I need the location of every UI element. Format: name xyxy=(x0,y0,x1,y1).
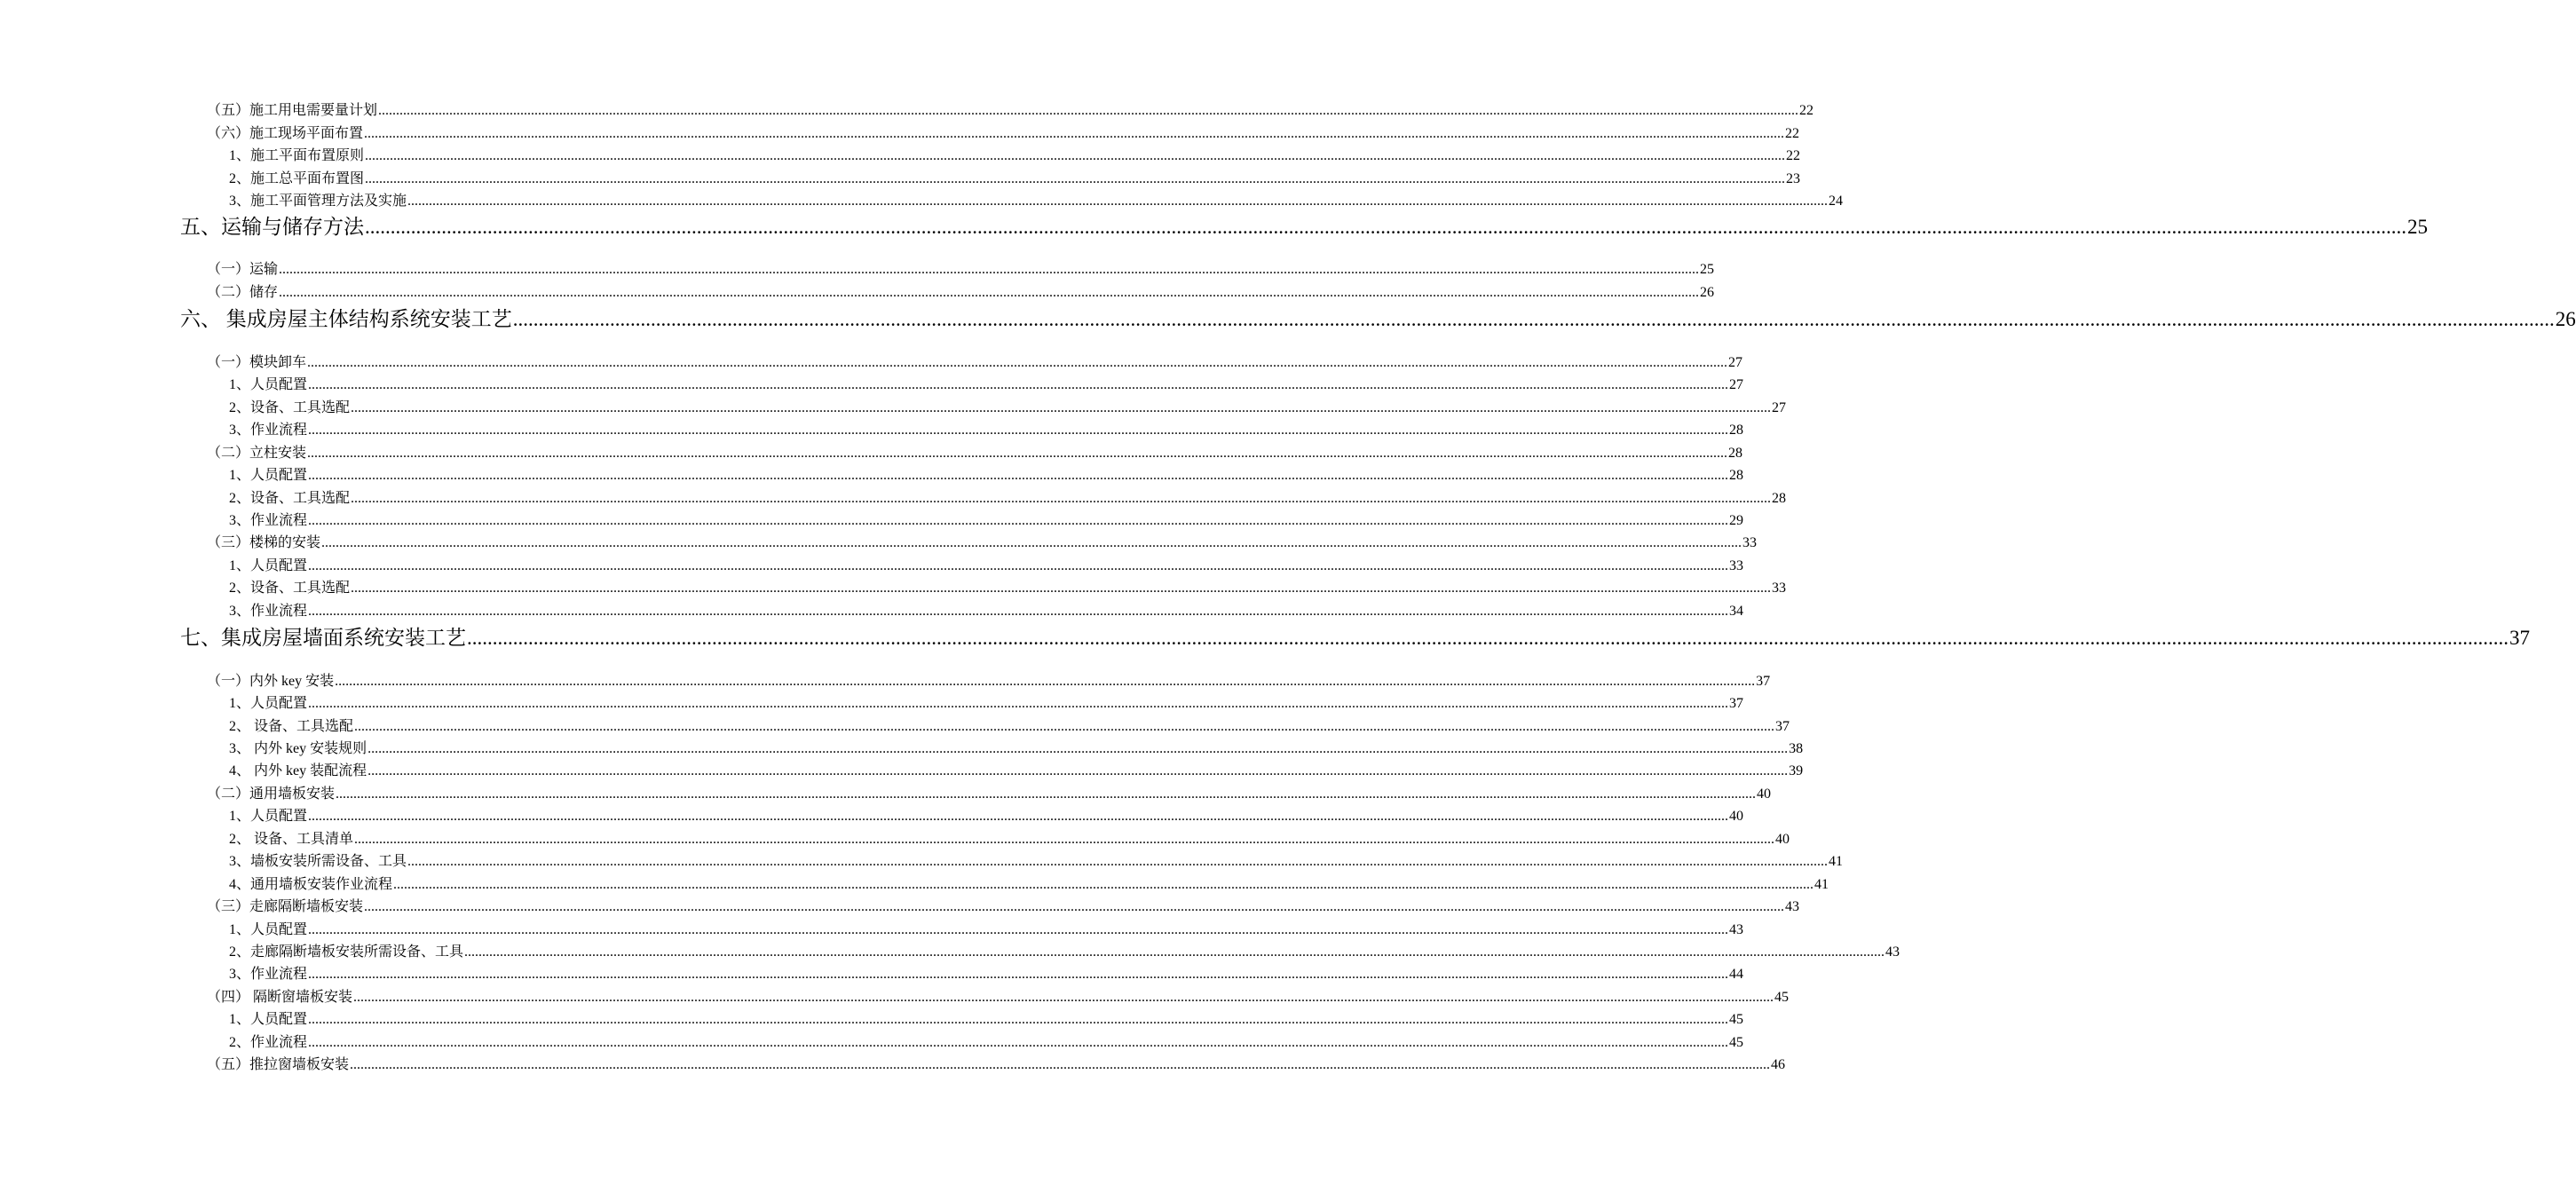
toc-entry-title: 3、作业流程 xyxy=(229,967,308,982)
dot-leader: ................................................................................................................................................................................................................................................................................................................................................................................................................ xyxy=(350,1057,1771,1072)
toc-entry-page-number: 43 xyxy=(1885,944,1900,960)
toc-entry-page-number: 40 xyxy=(1757,786,1772,802)
toc-subsection-entry[interactable] xyxy=(229,146,1801,166)
toc-chapter-entry[interactable] xyxy=(180,213,2428,241)
toc-section-entry[interactable] xyxy=(207,260,1715,280)
toc-entry-page-number: 22 xyxy=(1786,148,1801,163)
toc-entry-page-number: 28 xyxy=(1729,468,1744,483)
dot-leader: ................................................................................................................................................................................................................................................................................................................................................................................................................ xyxy=(351,400,1772,415)
toc-subsection-entry[interactable] xyxy=(229,170,1801,189)
toc-subsection-entry[interactable] xyxy=(229,1010,1744,1030)
toc-entry-page-number: 34 xyxy=(1729,604,1744,619)
toc-subsection-entry[interactable] xyxy=(229,920,1744,940)
toc-subsection-entry[interactable] xyxy=(229,875,1829,895)
toc-entry-page-number: 27 xyxy=(1729,377,1744,392)
toc-subsection-entry[interactable] xyxy=(229,852,1844,872)
dot-leader: ................................................................................................................................................................................................................................................................................................................................................................................................................ xyxy=(308,967,1729,982)
toc-entry-page-number: 40 xyxy=(1729,809,1744,824)
dot-leader: ................................................................................................................................................................................................................................................................................................................................................................................................................ xyxy=(353,990,1774,1005)
toc-entry-title: （六）施工现场平面布置 xyxy=(207,126,364,141)
toc-subsection-entry[interactable] xyxy=(229,762,1804,781)
dot-leader: ................................................................................................................................................................................................................................................................................................................................................................................................................ xyxy=(279,285,1700,300)
toc-subsection-entry[interactable] xyxy=(229,557,1744,576)
toc-entry-title: 3、墙板安装所需设备、工具 xyxy=(229,854,407,869)
toc-subsection-entry[interactable] xyxy=(229,192,1844,211)
dot-leader: ................................................................................................................................................................................................................................................................................................................................................................................................................ xyxy=(308,468,1729,483)
toc-section-entry[interactable] xyxy=(207,533,1758,553)
toc-entry-page-number: 24 xyxy=(1829,194,1844,209)
dot-leader: ................................................................................................................................................................................................................................................................................................................................................................................................................ xyxy=(308,696,1729,711)
toc-entry-page-number: 45 xyxy=(1729,1035,1744,1050)
toc-entry-page-number: 33 xyxy=(1729,558,1744,573)
toc-section-entry[interactable] xyxy=(207,444,1743,463)
toc-entry-title: 3、 内外 key 安装规则 xyxy=(229,741,367,756)
dot-leader: ................................................................................................................................................................................................................................................................................................................................................................................................................ xyxy=(378,103,1799,118)
toc-entry-page-number: 37 xyxy=(2509,627,2530,649)
toc-entry-page-number: 25 xyxy=(1700,262,1715,277)
toc-entry-title: 2、设备、工具选配 xyxy=(229,581,351,596)
dot-leader: ................................................................................................................................................................................................................................................................................................................................................................................................................ xyxy=(279,262,1700,277)
dot-leader: ................................................................................................................................................................................................................................................................................................................................................................................................................ xyxy=(354,719,1775,734)
dot-leader: ................................................................................................................................................................................................................................................................................................................................................................................................................ xyxy=(308,423,1729,438)
toc-subsection-entry[interactable] xyxy=(229,830,1790,849)
toc-entry-title: 1、人员配置 xyxy=(229,922,308,937)
toc-entry-page-number: 43 xyxy=(1785,899,1800,914)
dot-leader: ................................................................................................................................................................................................................................................................................................................................................................................................................ xyxy=(464,944,1885,960)
toc-entry-title: 1、人员配置 xyxy=(229,696,308,711)
toc-entry-title: （五）推拉窗墙板安装 xyxy=(207,1057,350,1072)
toc-entry-title: （二）通用墙板安装 xyxy=(207,786,336,802)
toc-entry-page-number: 38 xyxy=(1789,741,1804,756)
dot-leader: ................................................................................................................................................................................................................................................................................................................................................................................................................ xyxy=(308,922,1729,937)
toc-entry-title: 4、通用墙板安装作业流程 xyxy=(229,877,393,892)
dot-leader: ................................................................................................................................................................................................................................................................................................................................................................................................................ xyxy=(336,786,1757,802)
toc-section-entry[interactable] xyxy=(207,101,1814,121)
dot-leader: ................................................................................................................................................................................................................................................................................................................................................................................................................ xyxy=(308,809,1729,824)
toc-subsection-entry[interactable] xyxy=(229,421,1744,440)
toc-subsection-entry[interactable] xyxy=(229,1033,1744,1053)
toc-entry-page-number: 43 xyxy=(1729,922,1744,937)
toc-section-entry[interactable] xyxy=(207,353,1743,373)
toc-entry-title: （一）运输 xyxy=(207,262,279,277)
toc-entry-title: 七、集成房屋墙面系统安装工艺 xyxy=(180,627,466,649)
toc-entry-title: 2、走廊隔断墙板安装所需设备、工具 xyxy=(229,944,464,960)
toc-entry-page-number: 37 xyxy=(1756,674,1771,689)
toc-entry-title: 2、设备、工具选配 xyxy=(229,400,351,415)
toc-entry-page-number: 45 xyxy=(1774,990,1790,1005)
dot-leader: ................................................................................................................................................................................................................................................................................................................................................................................................................ xyxy=(307,446,1728,461)
toc-subsection-entry[interactable] xyxy=(229,466,1744,486)
toc-entry-title: 2、作业流程 xyxy=(229,1035,308,1050)
dot-leader: ................................................................................................................................................................................................................................................................................................................................................................................................................ xyxy=(308,513,1729,528)
toc-chapter-entry[interactable] xyxy=(180,305,2576,334)
dot-leader: ................................................................................................................................................................................................................................................................................................................................................................................................................ xyxy=(307,355,1728,370)
toc-entry-title: 1、人员配置 xyxy=(229,558,308,573)
toc-section-entry[interactable] xyxy=(207,988,1790,1007)
toc-entry-page-number: 33 xyxy=(1742,535,1758,550)
toc-entry-page-number: 27 xyxy=(1728,355,1743,370)
dot-leader: ................................................................................................................................................................................................................................................................................................................................................................................................................ xyxy=(354,832,1775,847)
toc-entry-title: 六、 集成房屋主体结构系统安装工艺 xyxy=(180,308,512,330)
toc-entry-title: 1、人员配置 xyxy=(229,1012,308,1027)
toc-chapter-entry[interactable] xyxy=(180,624,2530,652)
toc-entry-page-number: 40 xyxy=(1775,832,1790,847)
dot-leader: ................................................................................................................................................................................................................................................................................................................................................................................................................ xyxy=(365,216,2406,238)
toc-section-entry[interactable] xyxy=(207,283,1715,303)
toc-entry-page-number: 33 xyxy=(1772,581,1787,596)
dot-leader: ................................................................................................................................................................................................................................................................................................................................................................................................................ xyxy=(308,1035,1729,1050)
dot-leader: ................................................................................................................................................................................................................................................................................................................................................................................................................ xyxy=(364,126,1785,141)
toc-entry-title: 2、设备、工具选配 xyxy=(229,491,351,506)
toc-subsection-entry[interactable] xyxy=(229,807,1744,826)
dot-leader: ................................................................................................................................................................................................................................................................................................................................................................................................................ xyxy=(364,899,1785,914)
dot-leader: ................................................................................................................................................................................................................................................................................................................................................................................................................ xyxy=(367,763,1789,778)
toc-entry-title: （四） 隔断窗墙板安装 xyxy=(207,990,353,1005)
toc-entry-title: 五、运输与储存方法 xyxy=(180,216,364,238)
dot-leader: ................................................................................................................................................................................................................................................................................................................................................................................................................ xyxy=(321,535,1742,550)
toc-entry-title: （一）模块卸车 xyxy=(207,355,307,370)
toc-subsection-entry[interactable] xyxy=(229,943,1900,962)
toc-section-entry[interactable] xyxy=(207,897,1800,917)
toc-entry-title: （二）立柱安装 xyxy=(207,446,307,461)
dot-leader: ................................................................................................................................................................................................................................................................................................................................................................................................................ xyxy=(308,558,1729,573)
toc-subsection-entry[interactable] xyxy=(229,694,1744,714)
toc-entry-page-number: 41 xyxy=(1829,854,1844,869)
toc-entry-page-number: 22 xyxy=(1799,103,1814,118)
dot-leader: ................................................................................................................................................................................................................................................................................................................................................................................................................ xyxy=(407,194,1829,209)
toc-entry-page-number: 25 xyxy=(2407,216,2428,238)
dot-leader: ................................................................................................................................................................................................................................................................................................................................................................................................................ xyxy=(351,581,1772,596)
toc-subsection-entry[interactable] xyxy=(229,717,1790,737)
toc-subsection-entry[interactable] xyxy=(229,965,1744,984)
toc-entry-title: 1、人员配置 xyxy=(229,468,308,483)
toc-entry-page-number: 26 xyxy=(2555,308,2576,330)
toc-entry-page-number: 46 xyxy=(1771,1057,1786,1072)
toc-entry-page-number: 44 xyxy=(1729,967,1744,982)
toc-entry-title: 4、 内外 key 装配流程 xyxy=(229,763,367,778)
toc-entry-title: 1、人员配置 xyxy=(229,377,308,392)
toc-subsection-entry[interactable] xyxy=(229,489,1787,509)
toc-entry-page-number: 28 xyxy=(1728,446,1743,461)
toc-entry-title: （二）储存 xyxy=(207,285,279,300)
toc-subsection-entry[interactable] xyxy=(229,739,1804,759)
toc-entry-title: 3、作业流程 xyxy=(229,604,308,619)
toc-section-entry[interactable] xyxy=(207,785,1772,804)
toc-subsection-entry[interactable] xyxy=(229,375,1744,395)
toc-entry-page-number: 41 xyxy=(1814,877,1829,892)
toc-subsection-entry[interactable] xyxy=(229,399,1787,418)
toc-entry-title: 2、 设备、工具清单 xyxy=(229,832,354,847)
dot-leader: ................................................................................................................................................................................................................................................................................................................................................................................................................ xyxy=(308,1012,1729,1027)
dot-leader: ................................................................................................................................................................................................................................................................................................................................................................................................................ xyxy=(467,627,2509,649)
toc-subsection-entry[interactable] xyxy=(229,602,1744,621)
toc-entry-page-number: 22 xyxy=(1785,126,1800,141)
dot-leader: ................................................................................................................................................................................................................................................................................................................................................................................................................ xyxy=(308,377,1729,392)
dot-leader: ................................................................................................................................................................................................................................................................................................................................................................................................................ xyxy=(367,741,1789,756)
toc-entry-title: 1、施工平面布置原则 xyxy=(229,148,365,163)
toc-entry-title: 1、人员配置 xyxy=(229,809,308,824)
toc-entry-title: 2、施工总平面布置图 xyxy=(229,171,365,186)
toc-entry-page-number: 28 xyxy=(1772,491,1787,506)
toc-entry-title: （三）走廊隔断墙板安装 xyxy=(207,899,364,914)
toc-entry-title: 2、 设备、工具选配 xyxy=(229,719,354,734)
toc-section-entry[interactable] xyxy=(207,1055,1786,1075)
dot-leader: ................................................................................................................................................................................................................................................................................................................................................................................................................ xyxy=(365,171,1786,186)
toc-entry-title: （五）施工用电需要量计划 xyxy=(207,103,378,118)
dot-leader: ................................................................................................................................................................................................................................................................................................................................................................................................................ xyxy=(308,604,1729,619)
toc-entry-page-number: 23 xyxy=(1786,171,1801,186)
toc-entry-page-number: 27 xyxy=(1772,400,1787,415)
toc-section-entry[interactable] xyxy=(207,124,1800,144)
dot-leader: ................................................................................................................................................................................................................................................................................................................................................................................................................ xyxy=(335,674,1756,689)
toc-entry-page-number: 29 xyxy=(1729,513,1744,528)
toc-entry-page-number: 45 xyxy=(1729,1012,1744,1027)
toc-entry-page-number: 28 xyxy=(1729,423,1744,438)
toc-entry-title: 3、作业流程 xyxy=(229,423,308,438)
toc-entry-page-number: 37 xyxy=(1775,719,1790,734)
toc-entry-page-number: 39 xyxy=(1789,763,1804,778)
toc-entry-title: （三）楼梯的安装 xyxy=(207,535,321,550)
toc-subsection-entry[interactable] xyxy=(229,511,1744,531)
dot-leader: ................................................................................................................................................................................................................................................................................................................................................................................................................ xyxy=(351,491,1772,506)
toc-section-entry[interactable] xyxy=(207,672,1771,691)
dot-leader: ................................................................................................................................................................................................................................................................................................................................................................................................................ xyxy=(393,877,1814,892)
toc-entry-title: 3、施工平面管理方法及实施 xyxy=(229,194,407,209)
toc-entry-page-number: 26 xyxy=(1700,285,1715,300)
toc-entry-page-number: 37 xyxy=(1729,696,1744,711)
toc-entry-title: 3、作业流程 xyxy=(229,513,308,528)
toc-entry-title: （一）内外 key 安装 xyxy=(207,674,335,689)
dot-leader: ................................................................................................................................................................................................................................................................................................................................................................................................................ xyxy=(365,148,1786,163)
toc-subsection-entry[interactable] xyxy=(229,579,1787,598)
dot-leader: ................................................................................................................................................................................................................................................................................................................................................................................................................ xyxy=(407,854,1829,869)
dot-leader: ................................................................................................................................................................................................................................................................................................................................................................................................................ xyxy=(512,308,2555,330)
